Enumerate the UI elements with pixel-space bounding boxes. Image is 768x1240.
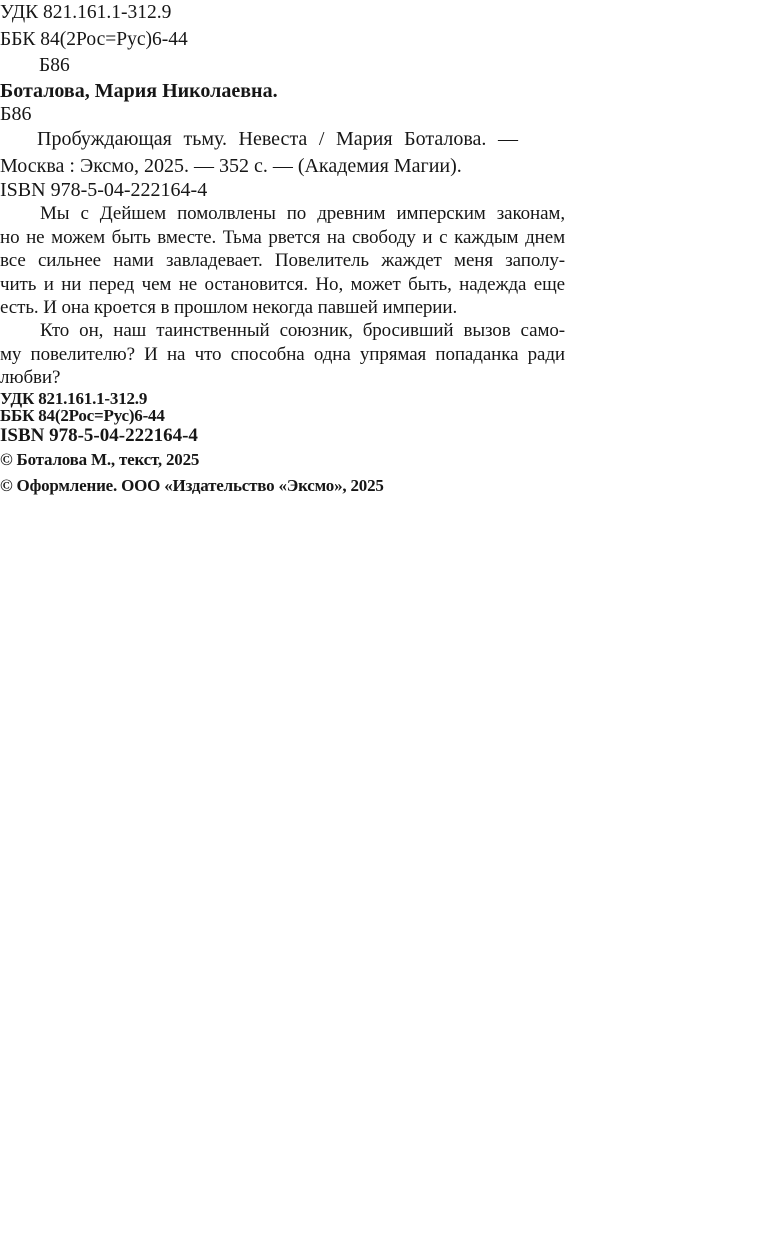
bbk-code-bottom: ББК 84(2Рос=Рус)6-44 [0, 406, 165, 426]
annotation-line: Кто он, наш таинственный союзник, бросивший вызов само- [40, 320, 565, 342]
annotation-line: чить и ни перед чем не остановится. Но, может быть, надежда еще [0, 273, 565, 295]
annotation-line: но не можем быть вместе. Тьма рвется на свободу и с каждым днем [0, 226, 565, 248]
catalog-entry-line: Москва : Эксмо, 2025. — 352 с. — (Академия Магии). [0, 154, 462, 177]
top-codes-block [0, 0, 768, 80]
copyright-line: © Оформление. ООО «Издательство «Эксмо», 2025 [0, 475, 384, 495]
annotation-line: любви? [0, 367, 61, 389]
annotation-block [0, 202, 565, 389]
codes-right-block [0, 390, 768, 426]
catalog-isbn: ISBN 978-5-04-222164-4 [0, 179, 208, 202]
footer-isbn: ISBN 978-5-04-222164-4 [0, 425, 198, 447]
bbk-code-top: ББК 84(2Рос=Рус)6-44 [0, 28, 188, 50]
copyright-line: © Боталова М., текст, 2025 [0, 450, 200, 470]
udc-code-bottom: УДК 821.161.1-312.9 [0, 388, 148, 408]
author-sign-top: Б86 [39, 55, 70, 77]
annotation-line: Мы с Дейшем помолвлены по древним имперским законам, [40, 203, 565, 225]
annotation-line: му повелителю? И на что способна одна упрямая попаданка ради [0, 343, 565, 365]
catalog-author: Боталова, Мария Николаевна. [0, 79, 278, 102]
annotation-line: есть. И она кроется в прошлом некогда павшей империи. [0, 297, 458, 318]
catalog-entry [0, 126, 518, 180]
catalog-author-sign: Б86 [0, 102, 32, 125]
copyright-block [0, 447, 768, 498]
udc-code-top: УДК 821.161.1-312.9 [0, 2, 172, 23]
catalog-entry-line: Пробуждающая тьму. Невеста / Мария Боталова. — [37, 127, 518, 150]
annotation-line: все сильнее нами завладевает. Повелитель жаждет меня заполу- [0, 250, 565, 272]
